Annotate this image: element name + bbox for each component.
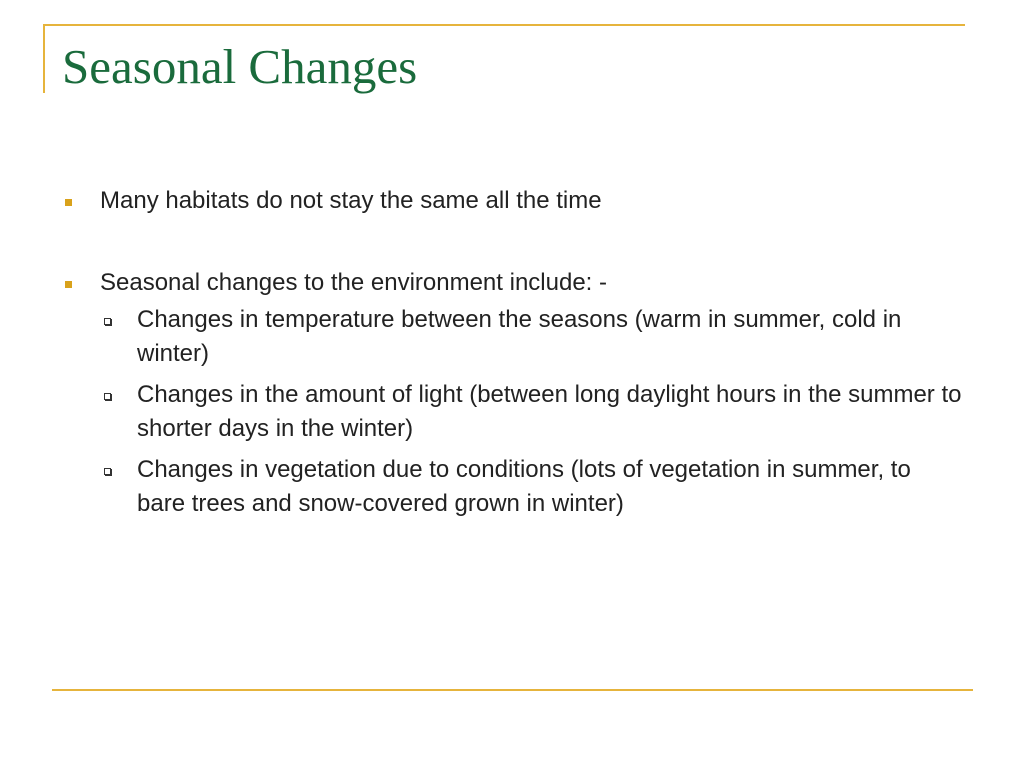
bottom-rule [52, 689, 973, 691]
sub-bullet-item [100, 303, 962, 371]
sub-bullet-text: Changes in temperature between the seasons (warm in summer, cold in winter) [137, 306, 902, 367]
hollow-square-bullet-icon [104, 318, 111, 325]
bullet-text: Seasonal changes to the environment include: - [100, 269, 607, 296]
bullet-text: Many habitats do not stay the same all the time [100, 187, 602, 214]
sub-bullet-text: Changes in vegetation due to conditions (lots of vegetation in summer, to bare trees and snow-covered grown in winter) [137, 456, 911, 517]
filled-square-bullet-icon [65, 199, 72, 206]
top-rule [43, 24, 965, 26]
bullet-list [62, 184, 972, 528]
sub-bullet-text: Changes in the amount of light (between long daylight hours in the summer to shorter days in the winter) [137, 381, 962, 442]
left-rule [43, 24, 45, 93]
bullet-item [62, 266, 972, 521]
sub-bullet-item [100, 378, 962, 446]
filled-square-bullet-icon [65, 281, 72, 288]
sub-bullet-list [100, 303, 972, 521]
bullet-item [62, 184, 972, 218]
hollow-square-bullet-icon [104, 468, 111, 475]
sub-bullet-item [100, 453, 962, 521]
slide-title: Seasonal Changes [62, 39, 418, 94]
hollow-square-bullet-icon [104, 393, 111, 400]
